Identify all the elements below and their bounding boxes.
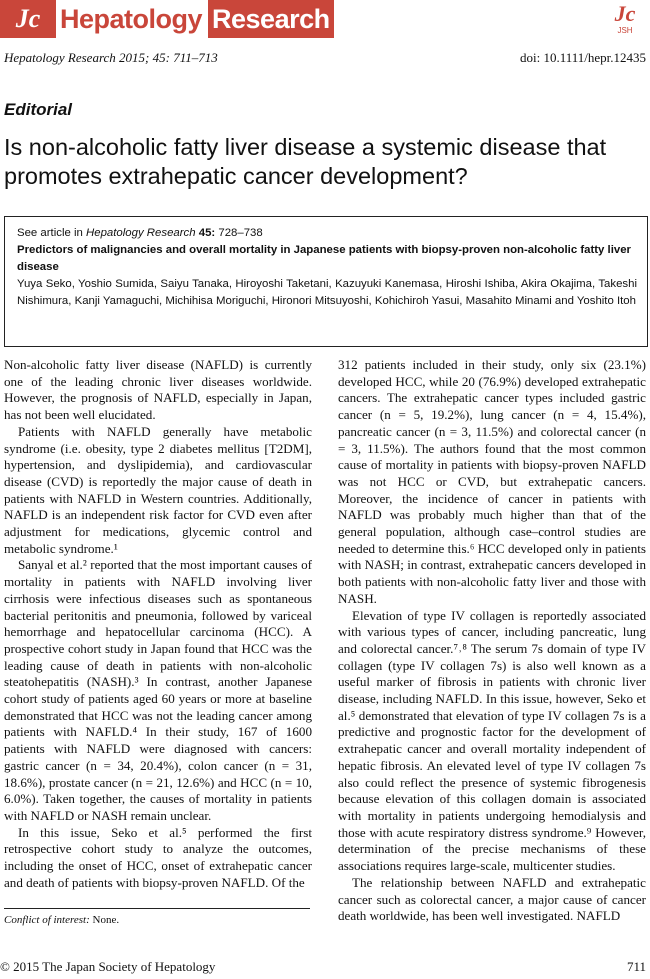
doi-line[interactable]: doi: 10.1111/hepr.12435 (519, 50, 646, 65)
related-article-box (4, 216, 648, 347)
related-article-title[interactable]: Predictors of malignancies and overall mortality in Japanese patients with biopsy-proven non-alcoholic fatty liver disease (17, 244, 631, 273)
journal-title (60, 0, 334, 38)
paragraph: Elevation of type IV collagen is reportedly associated with various types of cancer, including pancreatic, lung and colorectal cancer.⁷˒⁸ The serum 7s domain of type IV collagen (type IV collagen 7s) is also well known as a useful marker of fibrosis in patients with chronic liver disease, including NAFLD. In this issue, however, Seko et al.⁵ demonstrated that elevation of type IV collagen 7s is a predictive and prognostic factor for the development of extrahepatic cancer and overall mortality independent of hepatic fibrosis. An elevated level of type IV collagen 7s also could reflect the presence of systemic fibrogenesis because elevation of this collagen domain is associated with mortality in patients undergoing hemodialysis and those with acute respiratory distress syndrome.⁹ However, determination of the precise mechanisms of these associations requires large-scale, multicenter studies. (338, 607, 646, 874)
jsh-glyph: Jc (614, 1, 636, 26)
article-title: Is non-alcoholic fatty liver disease a systemic disease that promotes extrahepatic cancer development? (4, 134, 607, 189)
copyright-line: © 2015 The Japan Society of Hepatology (0, 959, 216, 974)
journal-title-word1: Hepatology (60, 4, 203, 34)
body-column-right (338, 357, 646, 925)
footnote-divider (4, 908, 310, 909)
paragraph: 312 patients included in their study, only six (23.1%) developed HCC, while 20 (76.9%) developed extrahepatic cancers. The extrahepatic cancer types included gastric cancer (n = 5, 19.2%), lung cancer (n = 4, 15.4%), pancreatic cancer (n = 3, 11.5%) and colorectal cancer (n = 3, 11.5%). The authors found that the most common cause of mortality in patients with biopsy-proven NAFLD was not HCC or CVD, but extrahepatic cancers. Moreover, the incidence of cancer in patients with NAFLD was probably much higher than that of the general population, although case–control studies are needed to determine this.⁶ HCC developed only in patients with NASH; in contrast, extrahepatic cancers developed in both patients with non-alcoholic fatty liver and those with NASH. (338, 357, 646, 606)
citation-line: Hepatology Research 2015; 45: 711–713 (4, 50, 218, 65)
paragraph: In this issue, Seko et al.⁵ performed the first retrospective cohort study to analyze the outcomes, including the onset of HCC, onset of extrahepatic cancer and death of patients with biopsy-proven NAFLD. Of the (4, 824, 312, 890)
journal-logo-icon: Jc (0, 0, 56, 38)
paragraph: The relationship between NAFLD and extrahepatic cancer such as colorectal cancer, a major cause of cancer death worldwide, has been well investigated. NAFLD (338, 874, 646, 924)
related-article-authors: Yuya Seko, Yoshio Sumida, Saiyu Tanaka, Hiroyoshi Taketani, Kazuyuki Kanemasa, Hiroshi Ishiba, Akira Okajima, Takeshi Nishimura, Kanji Yamaguchi, Michihisa Moriguchi, Hironori Mitsuyoshi, Kohichiroh Yasui, Masahito Minami and Yoshito Itoh (17, 278, 637, 307)
section-label: Editorial (4, 100, 73, 119)
paragraph: Non-alcoholic fatty liver disease (NAFLD) is currently one of the leading chronic liver diseases worldwide. However, the prognosis of NAFLD, especially in Japan, has not been well elucidated. (4, 357, 312, 423)
jsh-logo-icon (607, 2, 643, 38)
journal-title-word2: Research (208, 0, 334, 38)
paragraph: Patients with NAFLD generally have metabolic syndrome (i.e. obesity, type 2 diabetes mellitus [T2DM], hypertension, and dyslipidemia), and cardiovascular disease (CVD) is reportedly the major cause of death in patients with NAFLD in Western countries. Additionally, NAFLD is an independent risk factor for CVD even after adjustment for medications, glycemic control and metabolic syndrome.¹ (4, 423, 312, 556)
paragraph: Sanyal et al.² reported that the most important causes of mortality in patients with NAFLD involving liver cirrhosis were infectious diseases such as spontaneous bacterial peritonitis and pneumonia, followed by variceal hemorrhage and hepatocellular carcinoma (HCC). A prospective cohort study in Japan found that HCC was the leading cause of death in patients with non-alcoholic steatohepatitis (NASH).³ In contrast, another Japanese cohort study of patients aged 60 years or more at baseline demonstrated that HCC was not the leading cancer among patients with NAFLD.⁴ In their study, 167 of 1600 patients with NAFLD were diagnosed with cancers: gastric cancer (n = 34, 20.4%), colon cancer (n = 31, 18.6%), prostate cancer (n = 21, 12.6%) and HCC (n = 10, 6.0%). Taken together, the causes of mortality in patients with NAFLD or NASH remain unclear. (4, 557, 312, 823)
conflict-of-interest: Conflict of interest: None. (4, 914, 120, 926)
see-article-line: See article in Hepatology Research 45: 728–738 (17, 227, 263, 239)
jsh-label: JSH (617, 26, 633, 35)
page-number: 711 (626, 959, 646, 974)
journal-header (0, 0, 650, 40)
body-column-left (4, 357, 312, 892)
